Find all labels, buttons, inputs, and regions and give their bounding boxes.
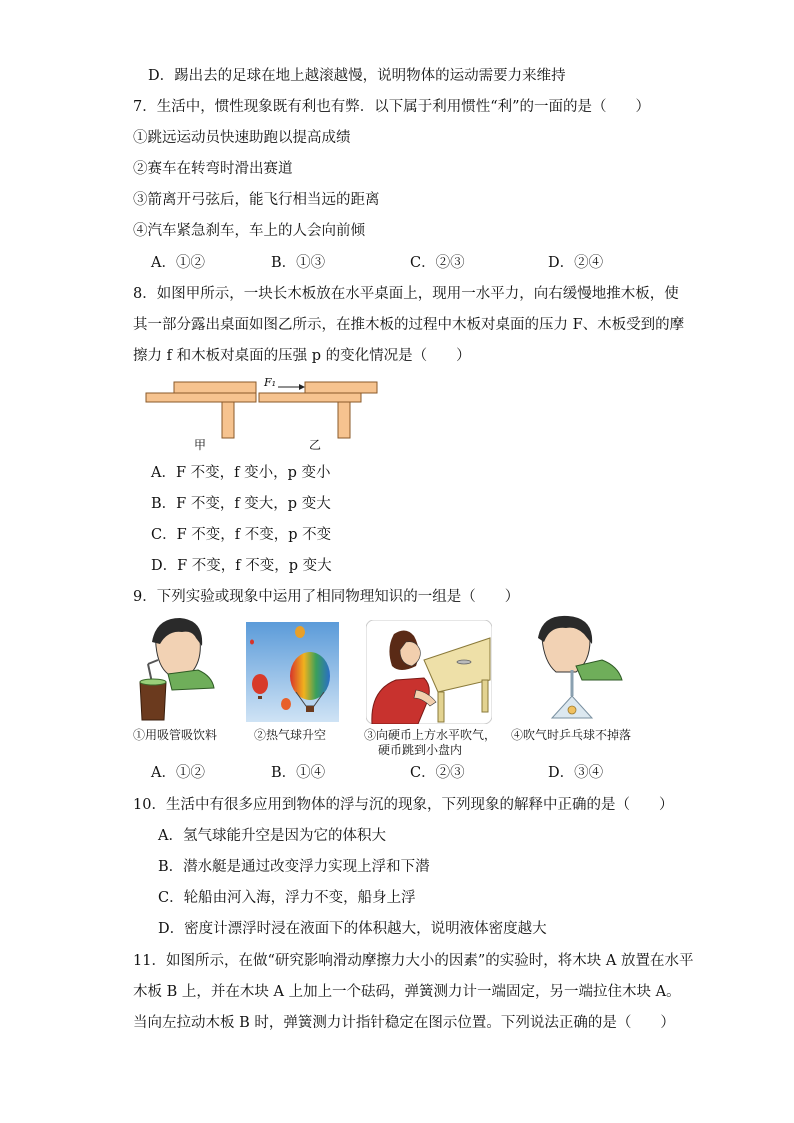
q11-line-2: 木板 B 上，并在木块 A 上加上一个砝码，弹簧测力计一端固定，另一端拉住木块 A。 <box>133 984 681 1000</box>
q8-option-c: C．F 不变，f 不变，p 不变 <box>151 527 332 543</box>
q9-option-c: C．②③ <box>410 765 465 781</box>
q8-stem-line-2: 其一部分露出桌面如图乙所示，在推木板的过程中木板对桌面的压力 F、木板受到的摩 <box>133 317 685 333</box>
table-leg-yi <box>338 402 350 438</box>
q9-option-b: B．①④ <box>271 765 326 781</box>
q9-caption-4: ④吹气时乒乓球不掉落 <box>511 728 632 742</box>
q9-caption-2: ②热气球升空 <box>254 728 327 742</box>
q7-option-b: B．①③ <box>271 255 326 271</box>
q9-option-a: A．①② <box>151 765 205 781</box>
q9-option-d: D．③④ <box>548 765 604 781</box>
q10-option-a: A．氢气球能升空是因为它的体积大 <box>158 828 386 844</box>
q10-option-d: D．密度计漂浮时浸在液面下的体积越大，说明液体密度越大 <box>158 921 547 937</box>
q7-options <box>0 253 794 273</box>
q10-option-c: C．轮船由河入海，浮力不变，船身上浮 <box>158 890 416 906</box>
q7-item-3: ③箭离开弓弦后，能飞行相当远的距离 <box>133 192 380 208</box>
q9-image-balloons <box>246 622 339 722</box>
q7-stem: 7．生活中，惯性现象既有利也有弊．以下属于利用惯性“利”的一面的是（ ） <box>133 99 651 115</box>
q9-options <box>0 763 794 783</box>
force-arrow-head <box>299 384 305 390</box>
q10-stem: 10．生活中有很多应用到物体的浮与沉的现象，下列现象的解释中正确的是（ ） <box>133 797 674 813</box>
q7-item-4: ④汽车紧急刹车，车上的人会向前倾 <box>133 223 365 239</box>
q8-option-d: D．F 不变，f 不变，p 变大 <box>151 558 332 574</box>
q9-stem: 9．下列实验或现象中运用了相同物理知识的一组是（ ） <box>133 589 520 605</box>
q9-caption-3b: 硬币跳到小盘内 <box>378 743 463 757</box>
table-top-yi <box>259 393 361 402</box>
board-yi <box>305 382 377 393</box>
q8-stem-line-1: 8．如图甲所示，一块长木板放在水平桌面上，现用一水平力，向右缓慢地推木板，使 <box>133 286 679 302</box>
q9-image-coin <box>366 620 492 724</box>
q8-option-a: A．F 不变，f 变小，p 变小 <box>151 465 331 481</box>
board-jia <box>174 382 256 393</box>
q8-stem-line-3: 擦力 f 和木板对桌面的压强 p 的变化情况是（ ） <box>133 348 471 364</box>
table-top-jia <box>146 393 256 402</box>
q7-option-d: D．②④ <box>548 255 604 271</box>
q9-image-straw <box>138 616 218 724</box>
q11-line-1: 11．如图所示，在做“研究影响滑动摩擦力大小的因素”的实验时，将木块 A 放置在水平 <box>133 953 694 969</box>
q8-option-b: B．F 不变，f 变大，p 变大 <box>151 496 331 512</box>
q9-caption-1: ①用吸管吸饮料 <box>133 728 218 742</box>
table-leg-jia <box>222 402 234 438</box>
force-label: F₁ <box>264 376 277 389</box>
fig-label-yi: 乙 <box>309 438 322 452</box>
q9-image-funnel <box>518 614 626 724</box>
q6-option-d: D．踢出去的足球在地上越滚越慢，说明物体的运动需要力来维持 <box>148 68 566 84</box>
q7-item-1: ①跳远运动员快速助跑以提高成绩 <box>133 130 351 146</box>
q7-option-a: A．①② <box>151 255 205 271</box>
fig-label-jia: 甲 <box>194 438 207 452</box>
q9-caption-3a: ③向硬币上方水平吹气， <box>364 728 497 742</box>
q7-item-2: ②赛车在转弯时滑出赛道 <box>133 161 293 177</box>
q11-line-3: 当向左拉动木板 B 时，弹簧测力计指针稳定在图示位置。下列说法正确的是（ ） <box>133 1015 675 1031</box>
q7-option-c: C．②③ <box>410 255 465 271</box>
q10-option-b: B．潜水艇是通过改变浮力实现上浮和下潜 <box>158 859 430 875</box>
